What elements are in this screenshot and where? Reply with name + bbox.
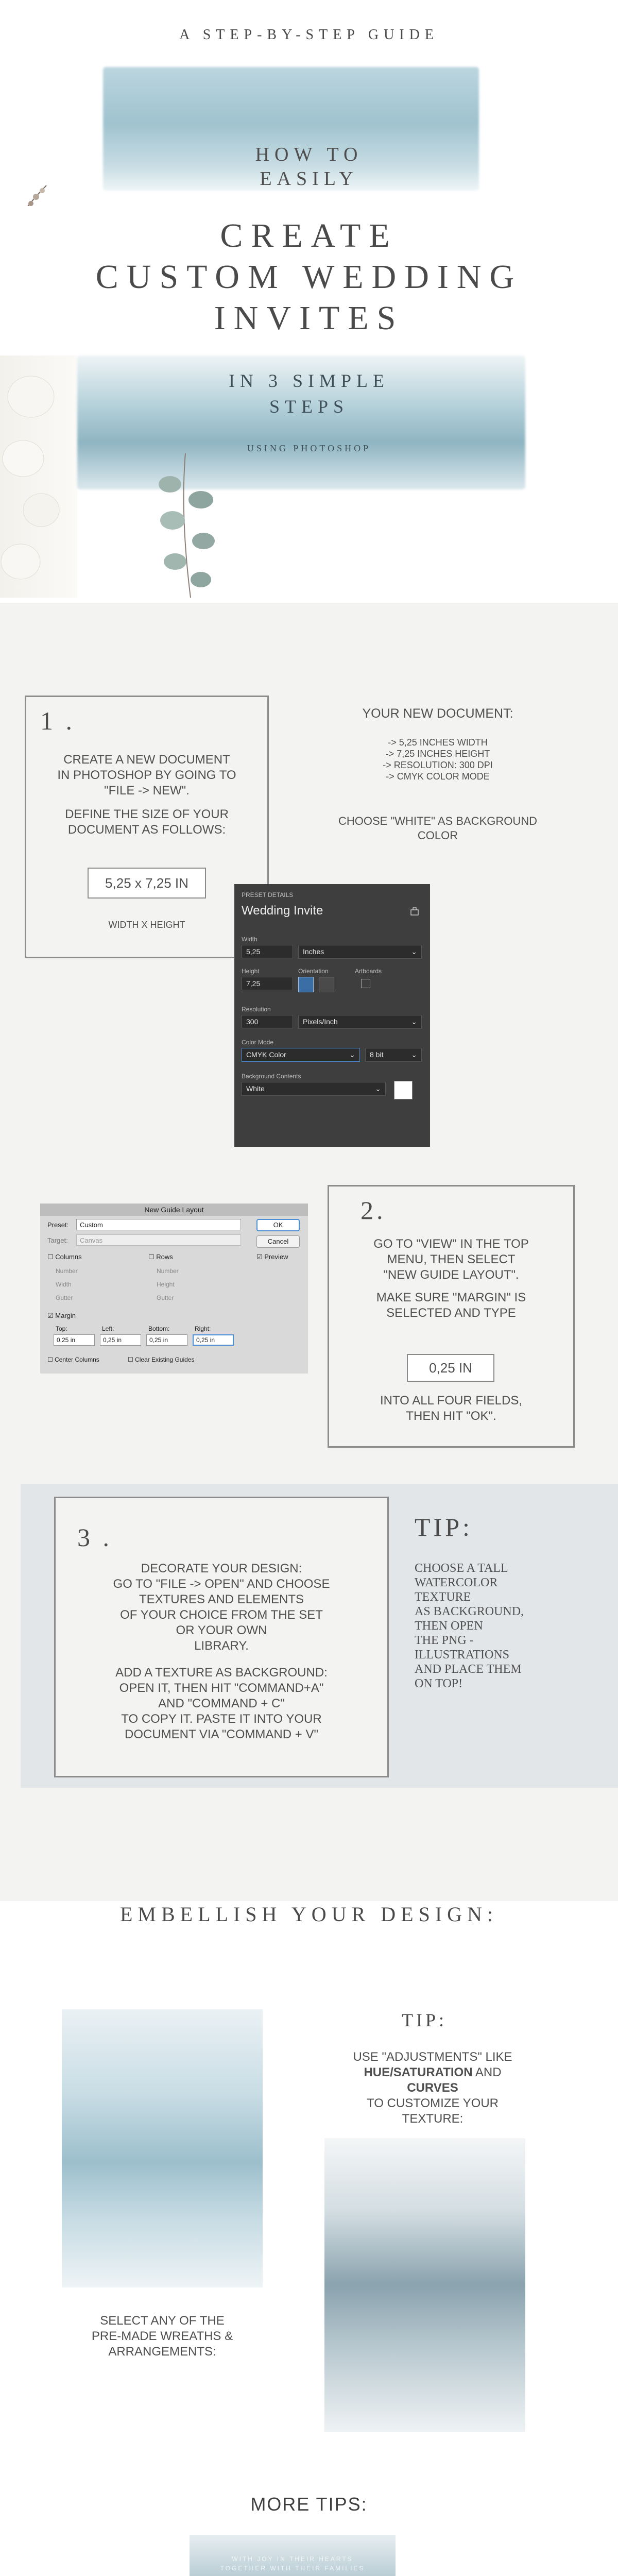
document-size-caption: WIDTH X HEIGHT (108, 920, 185, 930)
clear-guides-checkbox[interactable]: ☐ Clear Existing Guides (128, 1356, 195, 1363)
guide-target-value: Canvas (80, 1236, 103, 1244)
step-1-line: IN PHOTOSHOP BY GOING TO (57, 768, 236, 782)
title-line-invites: INVITES (214, 299, 404, 337)
step-3-line: OR YOUR OWN (176, 1623, 267, 1637)
background-note-line: CHOOSE "WHITE" AS BACKGROUND (338, 815, 537, 827)
guide-preset-value: Custom (80, 1221, 103, 1229)
tip-1-line: THEN OPEN (415, 1619, 483, 1633)
background-color-swatch[interactable] (394, 1081, 413, 1099)
header-line-easily: EASILY (260, 168, 358, 190)
step-3-line: DOCUMENT VIA "COMMAND + V" (125, 1727, 318, 1741)
columns-label: Columns (55, 1253, 82, 1261)
preset-name[interactable]: Wedding Invite (242, 904, 323, 918)
step-3-line: OPEN IT, THEN HIT "COMMAND+A" (119, 1681, 324, 1695)
step-3-number: 3 . (77, 1523, 112, 1552)
save-preset-icon[interactable] (409, 907, 420, 917)
step-1-line: DEFINE THE SIZE OF YOUR (65, 807, 229, 821)
preview-checkbox[interactable]: ☑ Preview (256, 1253, 288, 1261)
width-unit-value: Inches (303, 947, 324, 956)
invite-top-line: TOGETHER WITH THEIR FAMILIES (220, 2565, 365, 2572)
step-3-line: TO COPY IT. PASTE IT INTO YOUR (121, 1712, 322, 1726)
resolution-unit-select[interactable] (298, 1015, 422, 1029)
tip-1-line: WATERCOLOR (415, 1576, 498, 1589)
tip-1-line: CHOOSE A TALL (415, 1562, 508, 1575)
artboards-label: Artboards (355, 968, 382, 975)
chevron-down-icon: ⌄ (375, 1084, 381, 1093)
margin-right-label: Right: (195, 1325, 211, 1332)
rows-height-label: Height (157, 1281, 175, 1288)
orientation-label: Orientation (298, 968, 329, 975)
tip-2-curves: CURVES (407, 2081, 458, 2095)
guide-preset-label: Preset: (47, 1221, 69, 1229)
colormode-value: CMYK Color (246, 1050, 286, 1059)
header-line-how-to: HOW TO (255, 144, 363, 165)
step-3-line: GO TO "FILE -> OPEN" AND CHOOSE (113, 1577, 330, 1591)
background-note-line: COLOR (417, 829, 458, 842)
embellish-title: EMBELLISH YOUR DESIGN: (119, 1903, 499, 1926)
tip-1-line: AS BACKGROUND, (415, 1605, 524, 1618)
artboards-checkbox[interactable] (361, 979, 370, 988)
step-2-line: THEN HIT "OK". (406, 1409, 496, 1423)
tip-2-and: AND (472, 2065, 502, 2079)
margin-checkbox[interactable]: ☑ Margin (47, 1312, 76, 1319)
columns-width-label: Width (56, 1281, 72, 1288)
center-columns-label: Center Columns (55, 1356, 99, 1363)
rows-checkbox[interactable]: ☐ Rows (148, 1253, 173, 1261)
tip-2-body (319, 2049, 546, 2127)
portrait-orientation-icon[interactable] (298, 977, 314, 992)
preset-header: PRESET DETAILS (242, 891, 294, 899)
margin-top-input[interactable]: 0,25 in (54, 1334, 95, 1346)
margin-bottom-label: Bottom: (148, 1325, 170, 1332)
tip-1-line: THE PNG - (415, 1634, 474, 1647)
tip-1-line: TEXTURE (415, 1590, 471, 1604)
background-contents-value: White (246, 1084, 265, 1093)
guide-preset-select[interactable] (76, 1219, 241, 1230)
watercolor-texture-image-1 (62, 2009, 263, 2287)
bit-depth-value: 8 bit (370, 1050, 384, 1059)
new-document-title: YOUR NEW DOCUMENT: (362, 706, 513, 721)
tip-1-line: ILLUSTRATIONS (415, 1648, 509, 1662)
step-2-line: MAKE SURE "MARGIN" IS (376, 1291, 526, 1304)
wreaths-caption-line: PRE-MADE WREATHS & (91, 2329, 233, 2343)
invite-top-line: WITH JOY IN THEIR HEARTS (232, 2555, 353, 2563)
cancel-button[interactable]: Cancel (256, 1235, 300, 1248)
subtitle-steps: STEPS (269, 396, 349, 417)
columns-number-label: Number (56, 1267, 78, 1275)
margin-right-input[interactable]: 0,25 in (193, 1334, 234, 1346)
tip-2-line: TEXTURE: (402, 2112, 464, 2126)
tip-1-body (415, 1561, 569, 1691)
margin-left-input[interactable]: 0,25 in (100, 1334, 141, 1346)
landscape-orientation-icon[interactable] (319, 977, 334, 992)
step-3-line: OF YOUR CHOICE FROM THE SET (120, 1608, 323, 1622)
tip-1-line: AND PLACE THEM (415, 1663, 522, 1676)
step-3-line: LIBRARY. (194, 1639, 249, 1653)
resolution-unit-value: Pixels/Inch (303, 1018, 338, 1026)
ok-button[interactable]: OK (256, 1219, 300, 1231)
step-2-instructions (334, 1236, 569, 1321)
rows-gutter-label: Gutter (157, 1294, 174, 1301)
step-3-line: AND "COMMAND + C" (158, 1697, 285, 1710)
height-input[interactable]: 7,25 (242, 977, 293, 990)
width-input[interactable]: 5,25 (242, 945, 293, 958)
tip-2-hue-saturation: HUE/SATURATION (364, 2065, 473, 2079)
title-line-custom-wedding: CUSTOM WEDDING (95, 258, 523, 296)
margin-value-box: 0,25 IN (407, 1354, 494, 1382)
floral-arrangement-image (0, 355, 77, 598)
clear-guides-label: Clear Existing Guides (135, 1356, 195, 1363)
spec-color-mode: -> CMYK COLOR MODE (386, 771, 490, 782)
step-1-line: "FILE -> NEW". (104, 784, 190, 798)
tip-1-title: TIP: (415, 1513, 473, 1541)
spec-height: -> 7,25 INCHES HEIGHT (385, 749, 490, 759)
photoshop-preset-panel (234, 884, 430, 1147)
spec-resolution: -> RESOLUTION: 300 DPI (383, 760, 493, 770)
width-unit-select[interactable] (298, 945, 422, 959)
preview-label: Preview (264, 1253, 288, 1261)
watercolor-texture-image-2 (324, 2138, 525, 2432)
dialog-title: New Guide Layout (40, 1204, 308, 1216)
background-contents-select[interactable] (242, 1082, 386, 1096)
wreaths-caption-line: ARRANGEMENTS: (108, 2345, 216, 2359)
bit-depth-select[interactable] (365, 1048, 422, 1062)
subtitle-using-photoshop: USING PHOTOSHOP (247, 443, 371, 453)
margin-label: Margin (55, 1312, 76, 1319)
step-1-line: DOCUMENT AS FOLLOWS: (67, 823, 226, 837)
sample-invite-card (190, 2535, 396, 2576)
step-1-line: CREATE A NEW DOCUMENT (63, 753, 230, 767)
guide-eyebrow: A STEP-BY-STEP GUIDE (179, 27, 439, 43)
colormode-select[interactable] (242, 1048, 360, 1062)
subtitle-in-3-simple: IN 3 SIMPLE (228, 370, 389, 391)
new-document-specs (319, 737, 556, 782)
resolution-input[interactable]: 300 (242, 1015, 293, 1028)
guide-target-select[interactable] (76, 1234, 241, 1246)
step-2-line: MENU, THEN SELECT (387, 1252, 516, 1266)
eucalyptus-branch-icon (129, 453, 242, 598)
spec-width: -> 5,25 INCHES WIDTH (388, 737, 488, 748)
resolution-label: Resolution (242, 1006, 271, 1013)
height-label: Height (242, 968, 260, 975)
chevron-down-icon: ⌄ (349, 1050, 355, 1059)
step-2-line: "NEW GUIDE LAYOUT". (383, 1268, 519, 1282)
tip-2-line: TO CUSTOMIZE YOUR (366, 2096, 499, 2110)
chevron-down-icon: ⌄ (411, 947, 417, 956)
center-columns-checkbox[interactable]: ☐ Center Columns (47, 1356, 99, 1363)
tip-2-line (319, 2065, 546, 2080)
step-2-line: SELECTED AND TYPE (386, 1306, 516, 1320)
colormode-label: Color Mode (242, 1039, 274, 1046)
columns-gutter-label: Gutter (56, 1294, 73, 1301)
step-2-number: 2. (360, 1196, 386, 1225)
tip-2-line (319, 2080, 546, 2096)
wreaths-caption-line: SELECT ANY OF THE (100, 2314, 225, 2328)
title-line-create: CREATE (220, 217, 398, 255)
step-2-line: INTO ALL FOUR FIELDS, (380, 1394, 523, 1408)
guide-target-label: Target: (47, 1236, 68, 1244)
more-tips-title: MORE TIPS: (250, 2494, 368, 2515)
step-1-instructions (31, 752, 263, 838)
step-3-line: DECORATE YOUR DESIGN: (141, 1562, 302, 1575)
step-3-line: TEXTURES AND ELEMENTS (139, 1592, 304, 1606)
step-2-line: GO TO "VIEW" IN THE TOP (373, 1237, 529, 1251)
background-note (319, 814, 556, 843)
photoshop-guide-layout-dialog (40, 1204, 308, 1374)
background-contents-label: Background Contents (242, 1073, 301, 1080)
tip-2-line: USE "ADJUSTMENTS" LIKE (353, 2050, 512, 2064)
step-3-line: ADD A TEXTURE AS BACKGROUND: (115, 1666, 328, 1680)
tip-1-line: ON TOP! (415, 1677, 463, 1690)
columns-checkbox[interactable]: ☐ Columns (47, 1253, 82, 1261)
margin-bottom-input[interactable]: 0,25 in (146, 1334, 187, 1346)
step-3-instructions (62, 1561, 381, 1742)
document-size-box: 5,25 x 7,25 IN (88, 868, 206, 899)
step-2-closing (334, 1393, 569, 1424)
step-1-number: 1 . (40, 706, 75, 735)
margin-top-label: Top: (56, 1325, 67, 1332)
rows-label: Rows (156, 1253, 173, 1261)
width-label: Width (242, 936, 258, 943)
chevron-down-icon: ⌄ (411, 1018, 417, 1026)
margin-left-label: Left: (102, 1325, 114, 1332)
rows-number-label: Number (157, 1267, 179, 1275)
wreaths-caption (62, 2313, 263, 2360)
tip-2-title: TIP: (402, 2010, 448, 2030)
chevron-down-icon: ⌄ (411, 1050, 417, 1059)
